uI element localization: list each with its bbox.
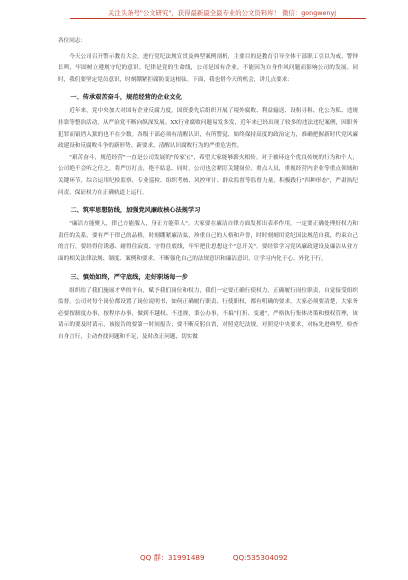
section-paragraph: 近年来，党中央加大对国有企业反腐力度，国资委先后组织开展了境外腐败、利益输送、设租寻租、化公为私、违规挂靠等整治活动，从严治党不断向纵深发展。XX行业腐败问题易发多发，近年来已经出现了较多的违法违纪案例，因职务犯罪而锒铛入狱的也不在少数。各级干部必须有清醒认识，有所警觉，始终保持高度的政治定力，准确把握新时代党风廉政建设和反腐败斗争的新形势、新要求，清醒认识腐败行为的严重危害性。 xyxy=(58,108,358,150)
section-paragraph: "廉洁方能聚人，律己方能服人，身正方能带人"。大家要在廉洁自律方面发挥出表率作用，一定要正确处理好权力和责任的关系，要有严于律己的品格，时刻绷紧廉洁弦，珍重自己的人格和声誉，时时刻刻用党纪国法规范自我，约束自己的言行，要经得住诱惑、耐得住寂寞、守得住底线，牢牢把住思想这个"总开关"。要经常学习党风廉政建设及廉洁从业方面的相关法律法规、制度、案例和要求，不断强化自己的法规意识和廉洁意识，让学习内化于心、外化于行。 xyxy=(58,221,358,262)
section-paragraph: 组织给了我们施展才华的平台，赋予我们岗位和权力，我们一定要正确行使权力，正确履行岗位职责，自觉接受组织监督。公司对每个岗位都设置了岗位说明书，如何正确履行职责、行使职权，都有明确的要求，大家必须要清楚，大家务必要按制度办事，按程序办事，做到不越权、不违规，秉公办事，不搞"打折、变通"，严格执行集体决策和授权管理，该请示的要及时请示，该报告的要第一时间报告；要不断反躬自省，对照党纪法规，对照党中央要求，对标先进典型，检查自身言行，主动查找问题和不足，及时改正问题，切实做 xyxy=(58,287,358,340)
greeting: 各位同志： xyxy=(58,38,86,44)
header-banner: 关注头条号"公文研究"，获得最新最全最专业的公文资料库！ 微信：gongwenyj xyxy=(107,9,337,17)
section-heading: 一、传承艰苦奋斗，规范经营的企业文化 xyxy=(70,94,182,102)
section-paragraph: "艰苦奋斗，规范经营"一直是公司发展的"传家宝"，希望大家能够薪火相传。对于被环这个优良传统的行为和个人，公司绝不会听之任之，将严厉打击，绝不姑息。同时，公司也会紧盯关键岗位、重点人员，重视经营内企业等重点领域和关键环节，综合运用纪检监察、专业巡检、组织考核、风控审计、群众监督等监督力量，积极践行"四种形态"，严肃执纪问责，保证权力在正确轨道上运行。 xyxy=(58,154,358,196)
speech-body xyxy=(58,36,358,343)
section-heading: 三、慎始如终，严守底线，走好职场每一步 xyxy=(70,273,188,281)
header-rule xyxy=(70,18,366,19)
footer-qq-group: QQ 群：31991489 xyxy=(140,553,205,562)
footer-contact xyxy=(140,553,330,563)
footer-qq-number: QQ:535304092 xyxy=(232,553,288,562)
section-heading: 二、筑牢思想防线，加强党风廉政核心法规学习 xyxy=(70,207,201,215)
intro-paragraph: 今天公司召开警示教育大会，进行党纪法规宣贯及典型案例剖析，主要目的是教育引导全体干部职工引以为戒、警钟长鸣，牢固树立遵规守纪的意识。纪律是党的生命线，公司是国有企业，不能因为自身作风问题而影响公司的发展。同时，我们要坚定党员意识，时刻绷紧拒腐防变这根弦。下面，我也借今天的机会，讲几点要求： xyxy=(58,53,358,83)
